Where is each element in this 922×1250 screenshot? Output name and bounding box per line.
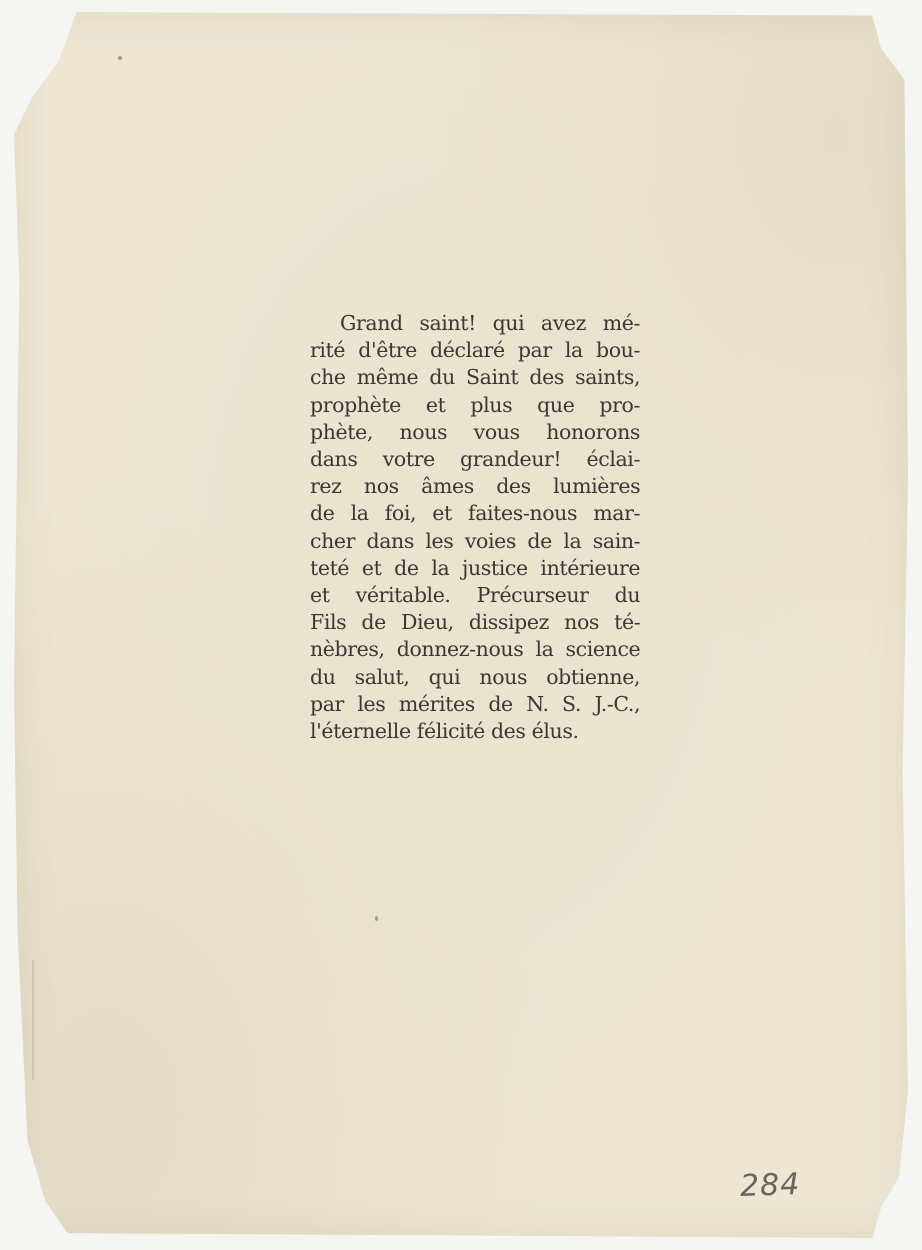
- prayer-line: nèbres, donnez-nous la science: [310, 637, 641, 662]
- prayer-line: dans votre grandeur! éclai-: [310, 447, 640, 472]
- prayer-line: Grand saint! qui avez mé-: [340, 311, 640, 335]
- prayer-line: Fils de Dieu, dissipez nos té-: [310, 610, 641, 635]
- paper-speck: [375, 916, 378, 921]
- paper-speck: [118, 56, 122, 60]
- prayer-line: et véritable. Précurseur du: [310, 583, 641, 608]
- prayer-line: prophète et plus que pro-: [310, 392, 640, 417]
- paper-crease: [32, 960, 34, 1080]
- prayer-line: cher dans les voies de la sain-: [310, 528, 641, 553]
- prayer-line: de la foi, et faites-nous mar-: [310, 501, 640, 526]
- prayer-line: du salut, qui nous obtienne,: [310, 664, 641, 689]
- prayer-line: che même du Saint des saints,: [310, 365, 641, 390]
- prayer-line: rité d'être déclaré par la bou-: [310, 338, 640, 363]
- inventory-number: 284: [739, 1166, 801, 1205]
- prayer-text: [310, 310, 640, 745]
- prayer-line: teté et de la justice intérieure: [310, 555, 641, 580]
- prayer-line: phète, nous vous honorons: [310, 419, 640, 444]
- prayer-line: l'éternelle félicité des élus.: [310, 719, 579, 744]
- prayer-line: par les mérites de N. S. J.-C.,: [310, 691, 641, 716]
- prayer-line: rez nos âmes des lumières: [310, 474, 641, 499]
